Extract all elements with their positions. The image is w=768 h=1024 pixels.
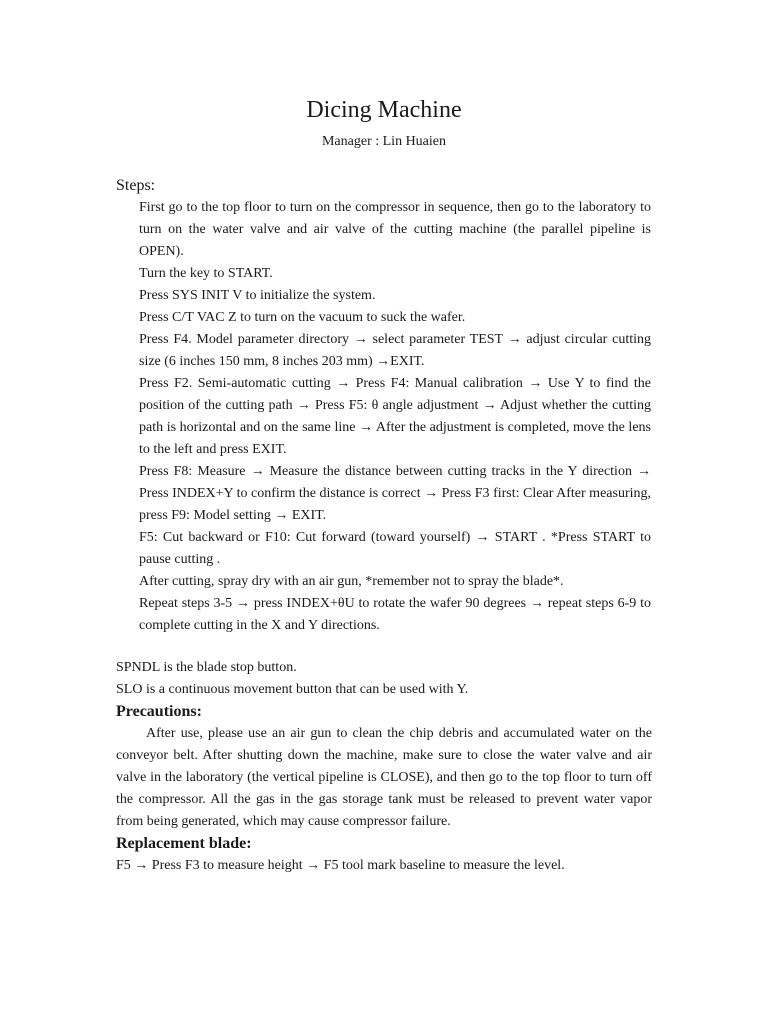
step-item: After cutting, spray dry with an air gun, *remember not to spray the blade*. xyxy=(139,574,564,589)
notes-section xyxy=(116,657,656,877)
precautions-heading: Precautions: xyxy=(116,703,202,720)
steps-heading: Steps: xyxy=(116,177,156,194)
step-item: Repeat steps 3-5 → press INDEX+θU to rotate the wafer 90 degrees → repeat steps 6-9 to complete cutting in the X and Y directions. xyxy=(139,596,651,633)
replacement-text: F5 → Press F3 to measure height → F5 tool mark baseline to measure the level. xyxy=(116,858,565,873)
replacement-heading: Replacement blade: xyxy=(116,835,252,852)
step-item: Press F8: Measure → Measure the distance between cutting tracks in the Y direction → Press INDEX+Y to confirm the distance is correct → Press F3 first: Clear After measuring, press F9: Model setting → EXIT. xyxy=(139,464,651,523)
step-item: F5: Cut backward or F10: Cut forward (toward yourself) → START . *Press START to pause cutting . xyxy=(139,530,651,567)
step-item: Press SYS INIT V to initialize the system. xyxy=(139,288,376,303)
step-item: Press C/T VAC Z to turn on the vacuum to suck the wafer. xyxy=(139,310,466,325)
step-item: First go to the top floor to turn on the compressor in sequence, then go to the laboratory to turn on the water valve and air valve of the cutting machine (the parallel pipeline is OPEN). xyxy=(139,200,651,259)
step-item: Press F4. Model parameter directory → select parameter TEST → adjust circular cutting size (6 inches 150 mm, 8 inches 203 mm) →EXIT. xyxy=(139,332,651,369)
note-spndl: SPNDL is the blade stop button. xyxy=(116,660,297,675)
manager-line: Manager : Lin Huaien xyxy=(321,134,446,149)
note-slo: SLO is a continuous movement button that can be used with Y. xyxy=(116,682,469,697)
step-item: Turn the key to START. xyxy=(139,266,273,281)
step-item: Press F2. Semi-automatic cutting → Press F4: Manual calibration → Use Y to find the position of the cutting path → Press F5: θ angle adjustment → Adjust whether the cutting path is horizontal and on the same line → After the adjustment is completed, move the lens to the left and press EXIT. xyxy=(139,376,651,457)
document-title: Dicing Machine xyxy=(306,97,462,123)
steps-list xyxy=(139,197,651,637)
precautions-text: After use, please use an air gun to clean the chip debris and accumulated water on the conveyor belt. After shutting down the machine, make sure to close the water valve and air valve in the laboratory (the vertical pipeline is CLOSE), and then go to the top floor to turn off the compressor. All the gas in the gas storage tank must be released to prevent water vapor from being generated, which may cause compressor failure. xyxy=(116,726,652,829)
